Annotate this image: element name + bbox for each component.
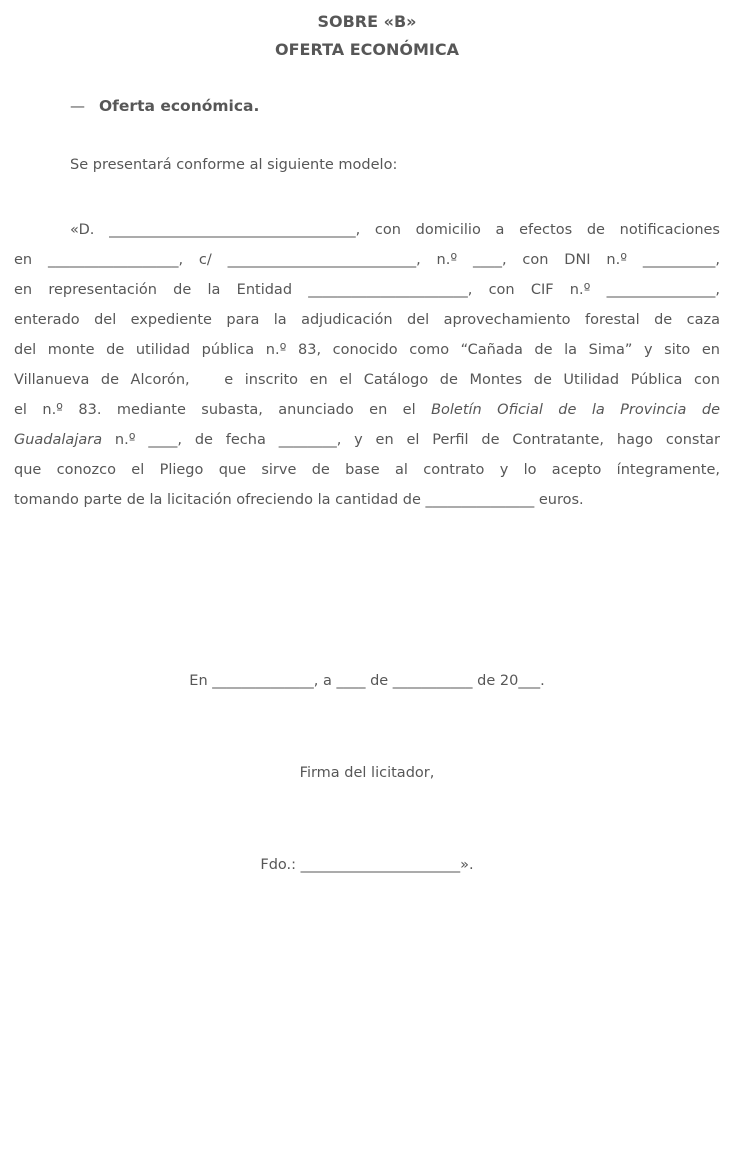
model-paragraph: [14, 215, 720, 515]
guadalajara-italic-text: Guadalajara: [14, 432, 103, 448]
paragraph-line: [14, 305, 720, 335]
title-line-1: SOBRE «B»: [317, 12, 417, 31]
paragraph-line-text: Villanueva de Alcorón, e inscrito en el Catálogo de Montes de Utilidad Pública con: [14, 372, 720, 388]
signed-by-line: Fdo.: ______________________».: [260, 857, 474, 873]
paragraph-line: [14, 335, 720, 365]
paragraph-line-text: en __________________, c/ __________________________, n.º ____, con DNI n.º __________,: [14, 252, 720, 268]
title-line-2: OFERTA ECONÓMICA: [275, 40, 459, 59]
paragraph-line-text: que conozco el Pliego que sirve de base al contrato y lo acepto íntegramente,: [14, 462, 720, 478]
paragraph-line: [14, 425, 720, 455]
section-heading: [14, 91, 720, 121]
document-title: [14, 8, 720, 64]
paragraph-line: [14, 395, 720, 425]
section-heading-label: Oferta económica.: [99, 97, 260, 115]
paragraph-line: [14, 485, 720, 515]
paragraph-line: [14, 455, 720, 485]
date-place-line: En ______________, a ____ de ___________ de 20___.: [189, 673, 545, 689]
dash-bullet: —: [70, 97, 85, 115]
paragraph-line-text: en representación de la Entidad ______________________, con CIF n.º _______________,: [14, 282, 720, 298]
paragraph-line: [14, 215, 720, 245]
paragraph-line-text: «D. __________________________________, con domicilio a efectos de notificaciones: [70, 222, 720, 238]
paragraph-line-text: del monte de utilidad pública n.º 83, conocido como “Cañada de la Sima” y sito en: [14, 342, 720, 358]
paragraph-line: [14, 245, 720, 275]
paragraph-line: [14, 275, 720, 305]
paragraph-line-text: n.º ____, de fecha ________, y en el Perfil de Contratante, hago constar: [102, 432, 720, 448]
signature-label: Firma del licitador,: [299, 765, 435, 781]
paragraph-line-text: tomando parte de la licitación ofreciendo la cantidad de _______________ euros.: [14, 492, 584, 508]
paragraph-line-text: enterado del expediente para la adjudicación del aprovechamiento forestal de caza: [14, 312, 720, 328]
paragraph-line: [14, 365, 720, 395]
boletin-oficial-italic-text: Boletín Oficial de la Provincia de: [431, 402, 720, 418]
intro-text: Se presentará conforme al siguiente modelo:: [70, 157, 398, 173]
paragraph-line-text: el n.º 83. mediante subasta, anunciado en el: [14, 402, 432, 418]
